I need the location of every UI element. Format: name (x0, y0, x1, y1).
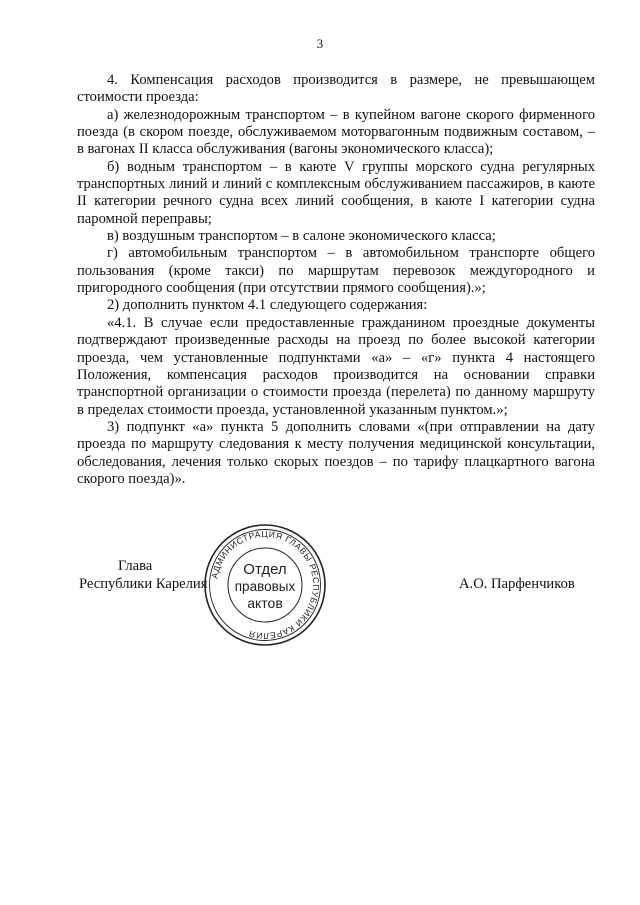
signer-title-line2: Республики Карелия (79, 576, 208, 592)
stamp-center-line1: Отдел (243, 561, 287, 578)
document-body (77, 72, 595, 488)
subparagraph-g-road: г) автомобильным транспортом – в автомобильном транспорте общего пользования (кроме такси) по маршрутам перевозок междугородного и пригородного сообщения (при отсутствии прямого сообщения).»; (77, 245, 595, 297)
paragraph-item-4: 4. Компенсация расходов производится в размере, не превышающем стоимости проезда: (77, 72, 595, 106)
amendment-2: 2) дополнить пунктом 4.1 следующего содержания: (107, 297, 428, 314)
clause-4-1: «4.1. В случае если предоставленные гражданином проездные документы подтверждают произведенные расходы на проезд по более высокой категории проезда, чем установленные подпунктами «а» – «г» пункта 4 настоящего Положения, компенсация расходов производится на основании справки транспортной организации о стоимости проезда (перелета) по данному маршруту в пределах стоимости проезда, установленной указанным пунктом.»; (77, 314, 595, 418)
stamp-ring-text: АДМИНИСТРАЦИЯ ГЛАВЫ РЕСПУБЛИКИ КАРЕЛИЯ (209, 528, 322, 642)
official-stamp-icon (202, 522, 328, 648)
page-number: 3 (316, 36, 324, 51)
subparagraph-b-water: б) водным транспортом – в каюте V группы морского судна регулярных транспортных линий и линий с комплексным обслуживанием пассажиров, в каюте II категории речного судна всех линий сообщения, в каюте I категории судна паромной переправы; (77, 158, 595, 227)
stamp-center-line3: актов (247, 595, 283, 611)
signer-title-line1: Глава (118, 558, 153, 574)
signer-name: А.О. Парфенчиков (459, 576, 575, 592)
amendment-3: 3) подпункт «а» пункта 5 дополнить словами «(при отправлении на дату проезда по маршруту следования к месту получения медицинской консультации, обследования, лечения только скорых поездов – по тарифу плацкартного вагона скорого поезда)». (77, 418, 595, 487)
stamp-center-line2: правовых (234, 579, 296, 594)
subparagraph-v-air: в) воздушным транспортом – в салоне экономического класса; (107, 228, 496, 245)
subparagraph-a-rail: а) железнодорожным транспортом – в купейном вагоне скорого фирменного поезда (в скором поезде, обслуживаемом моторвагонным подвижным составом, – в вагонах II класса обслуживания (вагоны экономического класса); (77, 106, 595, 158)
